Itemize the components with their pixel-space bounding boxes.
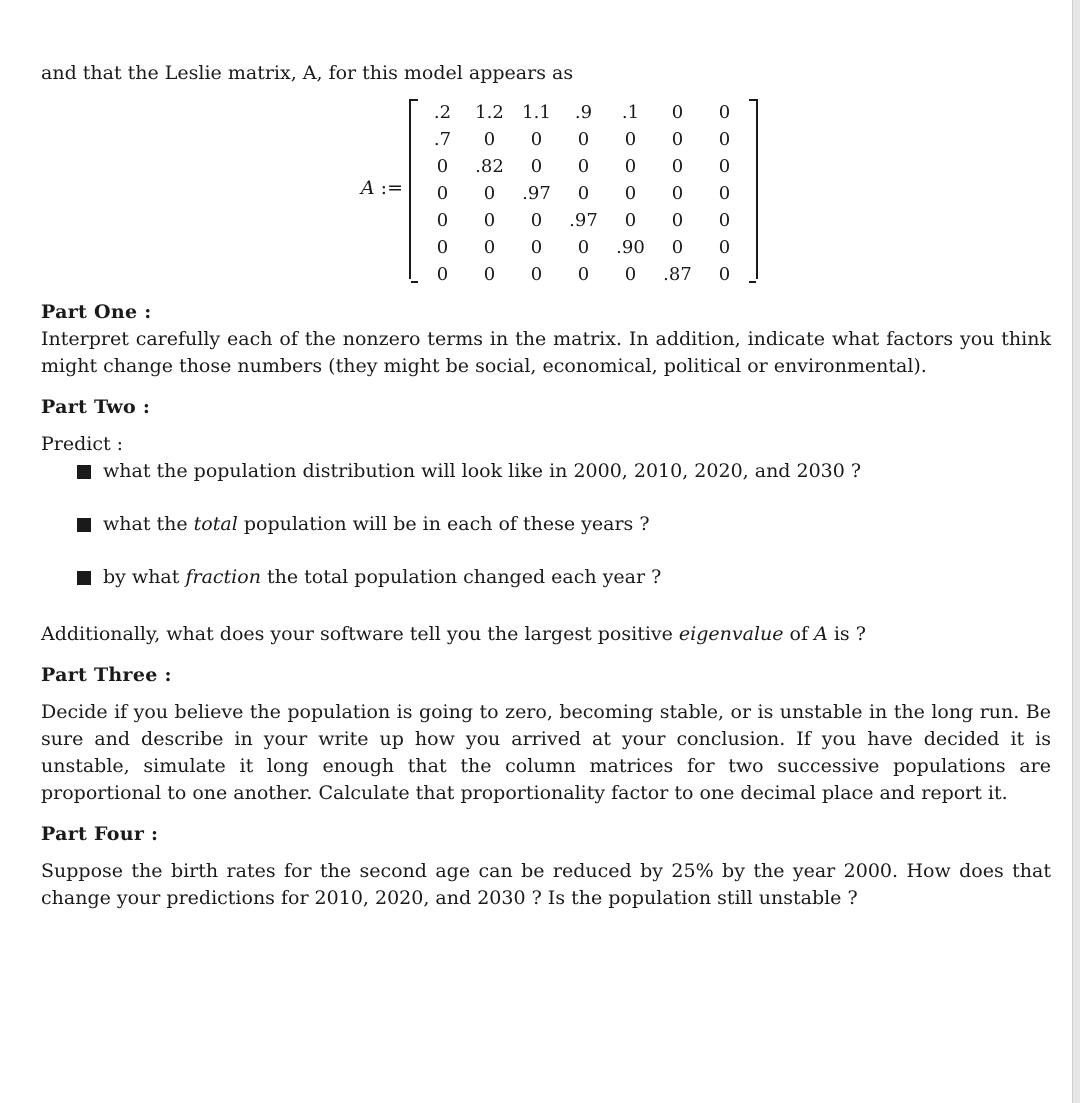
part-four xyxy=(41,821,1051,912)
matrix-cell: .9 xyxy=(574,102,593,123)
matrix-cell: 0 xyxy=(671,102,684,123)
matrix-cell: 0 xyxy=(718,102,731,123)
document-page xyxy=(41,60,1051,912)
matrix-cell: .90 xyxy=(616,237,645,258)
bullet-text-emphasis: total xyxy=(193,513,238,535)
part-one-text: Interpret carefully each of the nonzero terms in the matrix. In addition, indicate what factors you think might change those numbers (they might be social, economical, political or environmental). xyxy=(41,328,1051,377)
matrix-cell: .97 xyxy=(522,183,551,204)
bullet-text-emphasis: fraction xyxy=(185,566,261,588)
matrix-row xyxy=(419,207,748,234)
matrix-cell: 0 xyxy=(436,237,449,258)
additional-pre: Additionally, what does your software tell you the largest positive xyxy=(41,623,679,645)
matrix-cell: 0 xyxy=(483,183,496,204)
part-one xyxy=(41,299,1051,380)
matrix-cell: .1 xyxy=(621,102,640,123)
part-two-heading: Part Two : xyxy=(41,396,151,418)
part-four-heading: Part Four : xyxy=(41,823,159,845)
list-item xyxy=(77,458,1051,485)
matrix-cell: 0 xyxy=(671,183,684,204)
matrix-assign: := xyxy=(380,177,403,199)
matrix-cell: 0 xyxy=(483,129,496,150)
additional-post: is ? xyxy=(827,623,866,645)
matrix-row xyxy=(419,261,748,288)
matrix-cell: 0 xyxy=(483,210,496,231)
matrix-label xyxy=(353,175,403,202)
matrix-cell: 1.2 xyxy=(475,102,504,123)
list-item xyxy=(77,564,1051,591)
additional-emphasis: eigenvalue xyxy=(678,623,784,645)
intro-text: and that the Leslie matrix, A, for this model appears as xyxy=(41,62,574,84)
matrix-cell: .82 xyxy=(475,156,504,177)
matrix-cell: 0 xyxy=(718,156,731,177)
additional-question xyxy=(41,621,1051,648)
matrix-cell: .97 xyxy=(569,210,598,231)
bullet-text-post: the total population changed each year ? xyxy=(260,566,662,588)
matrix-cell: 0 xyxy=(624,156,637,177)
matrix-table xyxy=(419,99,748,288)
prediction-list xyxy=(41,458,1051,591)
matrix-cell: 0 xyxy=(530,237,543,258)
matrix-cell: 0 xyxy=(436,264,449,285)
matrix-row xyxy=(419,153,748,180)
additional-variable: A xyxy=(814,623,828,645)
matrix-cell: 0 xyxy=(436,183,449,204)
matrix-cell: 0 xyxy=(530,156,543,177)
bullet-text: what the population distribution will look like in 2000, 2010, 2020, and 2030 ? xyxy=(103,460,862,482)
matrix-cell: 0 xyxy=(718,210,731,231)
part-three-heading: Part Three : xyxy=(41,664,172,686)
matrix-variable: A xyxy=(360,177,375,199)
matrix-cell: 0 xyxy=(718,183,731,204)
bullet-text-pre: what the xyxy=(103,513,194,535)
part-two xyxy=(41,394,1051,648)
matrix-row xyxy=(419,126,748,153)
part-four-text: Suppose the birth rates for the second age can be reduced by 25% by the year 2000. How does that change your predictions for 2010, 2020, and 2030 ? Is the population still unstable ? xyxy=(41,860,1051,909)
bullet-text-post: population will be in each of these years ? xyxy=(237,513,650,535)
matrix-cell: 0 xyxy=(671,210,684,231)
matrix-cell: 0 xyxy=(718,237,731,258)
matrix-cell: 0 xyxy=(577,156,590,177)
part-three xyxy=(41,662,1051,807)
leslie-matrix-block xyxy=(41,99,1051,289)
matrix-cell: 0 xyxy=(718,129,731,150)
matrix-row xyxy=(419,180,748,207)
leslie-matrix xyxy=(409,99,758,285)
matrix-cell: 0 xyxy=(671,156,684,177)
matrix-cell: 0 xyxy=(530,129,543,150)
page-edge-scrollbar xyxy=(1072,0,1080,1103)
bullet-square-icon xyxy=(77,518,91,532)
bullet-text-pre: by what xyxy=(103,566,186,588)
part-one-heading: Part One : xyxy=(41,301,152,323)
matrix-cell: 0 xyxy=(624,183,637,204)
matrix-cell: 0 xyxy=(436,156,449,177)
matrix-cell: 0 xyxy=(577,129,590,150)
matrix-cell: 0 xyxy=(436,210,449,231)
matrix-cell: .7 xyxy=(433,129,452,150)
matrix-cell: .2 xyxy=(433,102,452,123)
matrix-cell: 0 xyxy=(577,183,590,204)
matrix-cell: 0 xyxy=(483,264,496,285)
matrix-cell: 0 xyxy=(718,264,731,285)
matrix-cell: 0 xyxy=(624,210,637,231)
matrix-cell: 0 xyxy=(671,129,684,150)
part-three-text: Decide if you believe the population is going to zero, becoming stable, or is unstable in the long run. Be sure and describe in your write up how you arrived at your conclusion. If you have decided it is unstable, simulate it long enough that the column matrices for two successive populations are proportional to one another. Calculate that proportionality factor to one decimal place and report it. xyxy=(41,701,1051,804)
bullet-square-icon xyxy=(77,571,91,585)
matrix-cell: 0 xyxy=(671,237,684,258)
matrix-cell: 0 xyxy=(483,237,496,258)
matrix-row xyxy=(419,234,748,261)
matrix-cell: 0 xyxy=(530,264,543,285)
bullet-square-icon xyxy=(77,465,91,479)
matrix-cell: 1.1 xyxy=(522,102,551,123)
additional-mid: of xyxy=(783,623,815,645)
part-two-lead: Predict : xyxy=(41,433,124,455)
matrix-cell: 0 xyxy=(577,264,590,285)
matrix-cell: 0 xyxy=(624,129,637,150)
matrix-cell: .87 xyxy=(663,264,692,285)
matrix-cell: 0 xyxy=(624,264,637,285)
matrix-row xyxy=(419,99,748,126)
list-item xyxy=(77,511,1051,538)
matrix-cell: 0 xyxy=(577,237,590,258)
matrix-cell: 0 xyxy=(530,210,543,231)
